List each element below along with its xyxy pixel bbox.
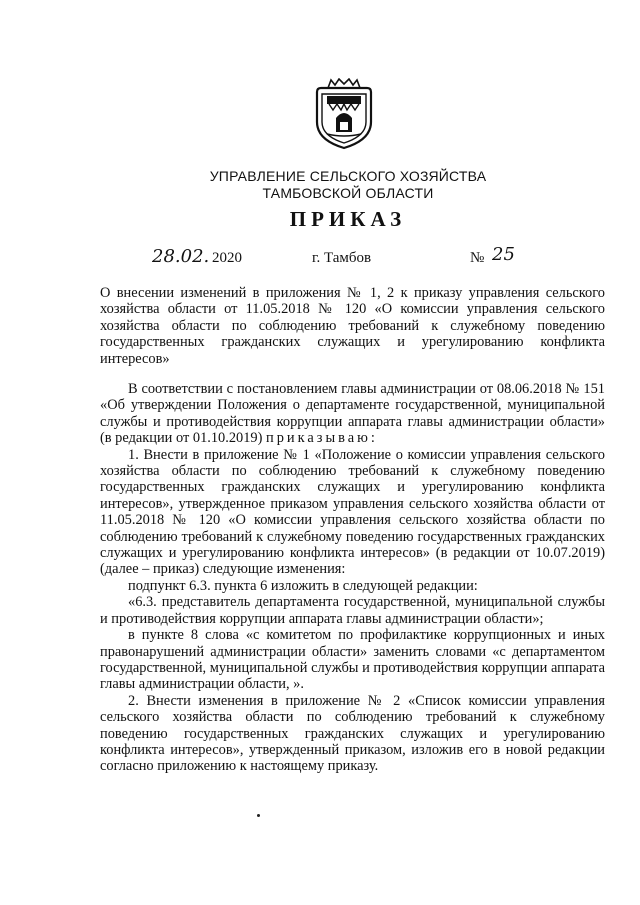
- item-1-paragraph: 1. Внести в приложение № 1 «Положение о комиссии управления сельского хозяйства области по соблюдению требований к служебному поведению государственных гражданских служащих и урегулированию конфликта интересов», утвержденное приказом управления сельского хозяйства области от 11.05.2018 № 120 «О комиссии управления сельского хозяйства области по соблюдению требований к служебному поведению государственных гражданских служащих и урегулированию конфликта интересов» (в редакции от 10.07.2019) (далее – приказ) следующие изменения:: [100, 446, 605, 578]
- organization-name-line-2: ТАМБОВСКОЙ ОБЛАСТИ: [262, 185, 434, 201]
- order-word: приказываю: [266, 430, 371, 447]
- handwritten-date: 28.02.: [152, 246, 210, 267]
- order-subject: О внесении изменений в приложения № 1, 2 к приказу управления сельского хозяйства области от 11.05.2018 № 120 «О комиссии управления сельского хозяйства области по соблюдению требований к служебному поведению государственных гражданских служащих и урегулированию конфликта интересов»: [100, 285, 605, 367]
- ink-dot: [257, 814, 260, 817]
- item-1-point-8: в пункте 8 слова «с комитетом по профилактике коррупционных и иных правонарушений администрации области» заменить словами «с департаментом государственной, муниципальной службы и противодействия коррупции аппарата главы администрации области, ».: [100, 627, 605, 693]
- number-label: №: [470, 250, 485, 266]
- item-1-subpoint: подпункт 6.3. пункта 6 изложить в следующей редакции:: [128, 577, 478, 594]
- tambov-coat-of-arms-icon: [313, 78, 375, 150]
- organization-name-line-1: УПРАВЛЕНИЕ СЕЛЬСКОГО ХОЗЯЙСТВА: [209, 168, 487, 184]
- item-2-paragraph: 2. Внести изменения в приложение № 2 «Список комиссии управления сельского хозяйства области по соблюдению требований к служебному поведению государственных гражданских служащих и урегулированию конфликта интересов», утвержденный приказом, изложив его в новой редакции согласно приложению к настоящему приказу.: [100, 692, 605, 775]
- intro-text: В соответствии с постановлением главы администрации от 08.06.2018 № 151 «Об утверждении Положения о департаменте государственной, муниципальной службы и противодействия коррупции аппарата главы администрации области» (в редакции от 01.10.2019): [100, 381, 605, 447]
- document-city: г. Тамбов: [312, 250, 372, 266]
- document-year: 2020: [212, 250, 242, 266]
- intro-end: :: [370, 430, 375, 447]
- intro-paragraph: [100, 381, 605, 447]
- document-title: ПРИКАЗ: [289, 207, 407, 231]
- handwritten-number: 25: [492, 244, 515, 265]
- item-1-quote: «6.3. представитель департамента государственной, муниципальной службы и противодействия коррупции аппарата главы администрации области»;: [100, 594, 605, 627]
- order-body: [100, 381, 605, 775]
